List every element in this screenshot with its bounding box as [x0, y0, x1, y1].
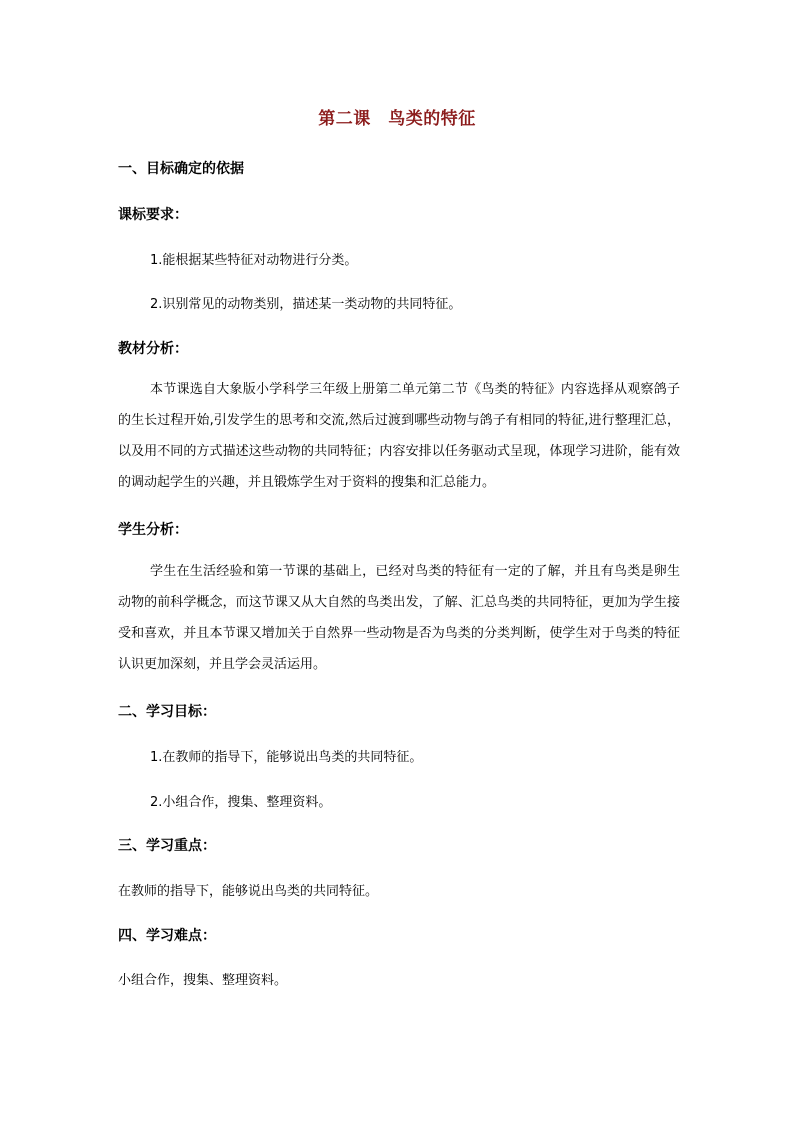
- objective-item-1: 1.在教师的指导下，能够说出鸟类的共同特征。: [150, 750, 423, 765]
- student-analysis-paragraph: 学生在生活经验和第一节课的基础上，已经对鸟类的特征有一定的了解，并且有鸟类是卵生动物的前科学概念，而这节课又从大自然的鸟类出发，了解、汇总鸟类的共同特征，更加为学生接受和喜欢，并且本节课又增加关于自然界一些动物是否为鸟类的分类判断，使学生对于鸟类的特征认识更加深刻，并且学会灵活运用。: [118, 564, 680, 672]
- lesson-title: 第二课 鸟类的特征: [318, 109, 476, 129]
- textbook-analysis-paragraph: 本节课选自大象版小学科学三年级上册第二单元第二节《鸟类的特征》内容选择从观察鸽子的生长过程开始,引发学生的思考和交流,然后过渡到哪些动物与鸽子有相同的特征,进行整理汇总，以及用不同的方式描述这些动物的共同特征；内容安排以任务驱动式呈现，体现学习进阶，能有效的调动起学生的兴趣，并且锻炼学生对于资料的搜集和汇总能力。: [118, 382, 680, 490]
- key-points-text: 在教师的指导下，能够说出鸟类的共同特征。: [118, 884, 379, 899]
- section-heading-difficulties: 四、学习难点：: [118, 928, 216, 944]
- section-heading-objectives: 二、学习目标：: [118, 704, 216, 720]
- curriculum-item-1: 1.能根据某些特征对动物进行分类。: [150, 253, 358, 268]
- section-heading-key-points: 三、学习重点：: [118, 838, 216, 854]
- subheading-students: 学生分析：: [118, 522, 188, 538]
- curriculum-item-2: 2.识别常见的动物类别，描述某一类动物的共同特征。: [150, 297, 462, 312]
- difficulties-text: 小组合作，搜集、整理资料。: [118, 973, 288, 988]
- subheading-textbook: 教材分析：: [118, 341, 188, 357]
- section-heading-basis: 一、目标确定的依据: [118, 161, 244, 177]
- objective-item-2: 2.小组合作，搜集、整理资料。: [150, 795, 332, 810]
- subheading-curriculum: 课标要求：: [118, 207, 188, 223]
